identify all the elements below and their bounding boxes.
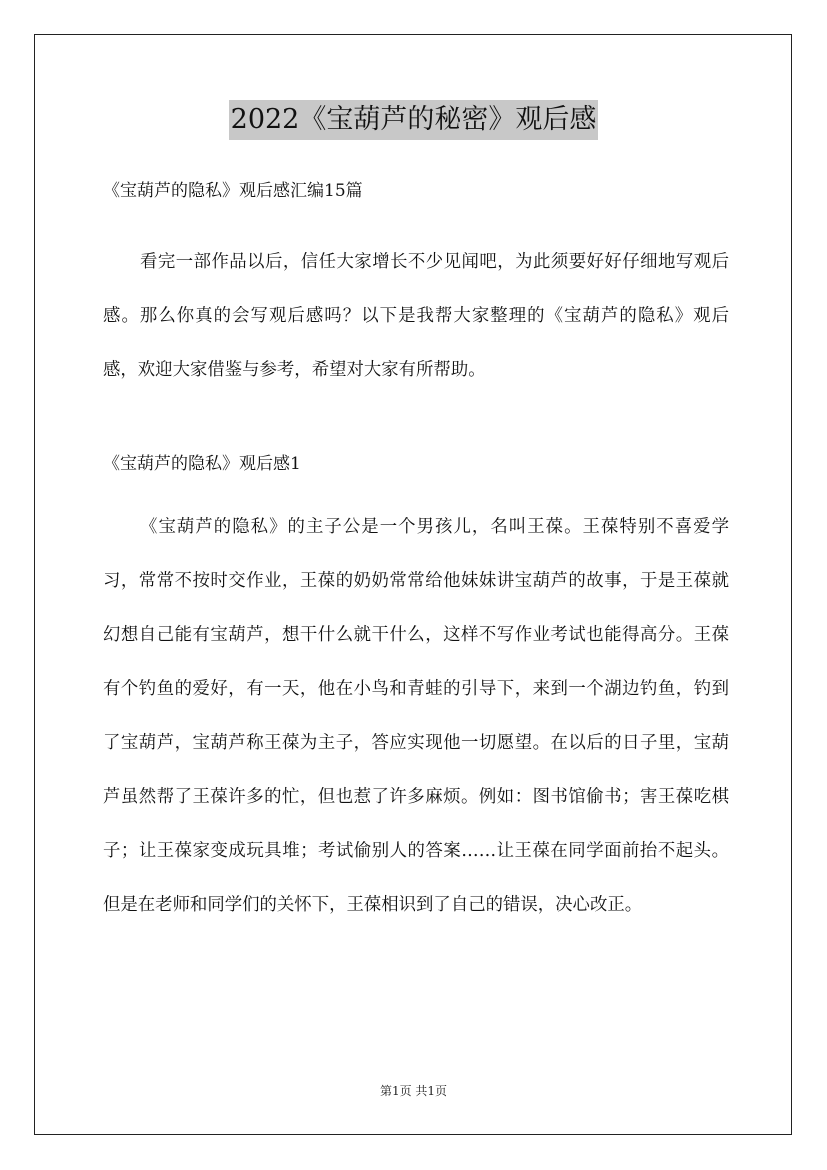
- title-container: [0, 100, 827, 140]
- intro-paragraph: 看完一部作品以后，信任大家增长不少见闻吧，为此须要好好仔细地写观后感。那么你真的会写观后感吗？以下是我帮大家整理的《宝葫芦的隐私》观后感，欢迎大家借鉴与参考，希望对大家有所帮助。: [103, 252, 729, 380]
- page-footer: 第1页 共1页: [379, 1084, 448, 1098]
- section-heading: 《宝葫芦的隐私》观后感1: [103, 454, 301, 474]
- section-paragraph: 《宝葫芦的隐私》的主子公是一个男孩儿，名叫王葆。王葆特别不喜爱学习，常常不按时交作业，王葆的奶奶常常给他妹妹讲宝葫芦的故事，于是王葆就幻想自己能有宝葫芦，想干什么就干什么，这样不写作业考试也能得高分。王葆有个钓鱼的爱好，有一天，他在小鸟和青蛙的引导下，来到一个湖边钓鱼，钓到了宝葫芦，宝葫芦称王葆为主子，答应实现他一切愿望。在以后的日子里，宝葫芦虽然帮了王葆许多的忙，但也惹了许多麻烦。例如：图书馆偷书；害王葆吃棋子；让王葆家变成玩具堆；考试偷别人的答案……让王葆在同学面前抬不起头。但是在老师和同学们的关怀下，王葆相识到了自己的错误，决心改正。: [103, 517, 729, 915]
- document-subtitle: 《宝葫芦的隐私》观后感汇编15篇: [103, 181, 363, 201]
- document-title: 2022《宝葫芦的秘密》观后感: [229, 100, 599, 140]
